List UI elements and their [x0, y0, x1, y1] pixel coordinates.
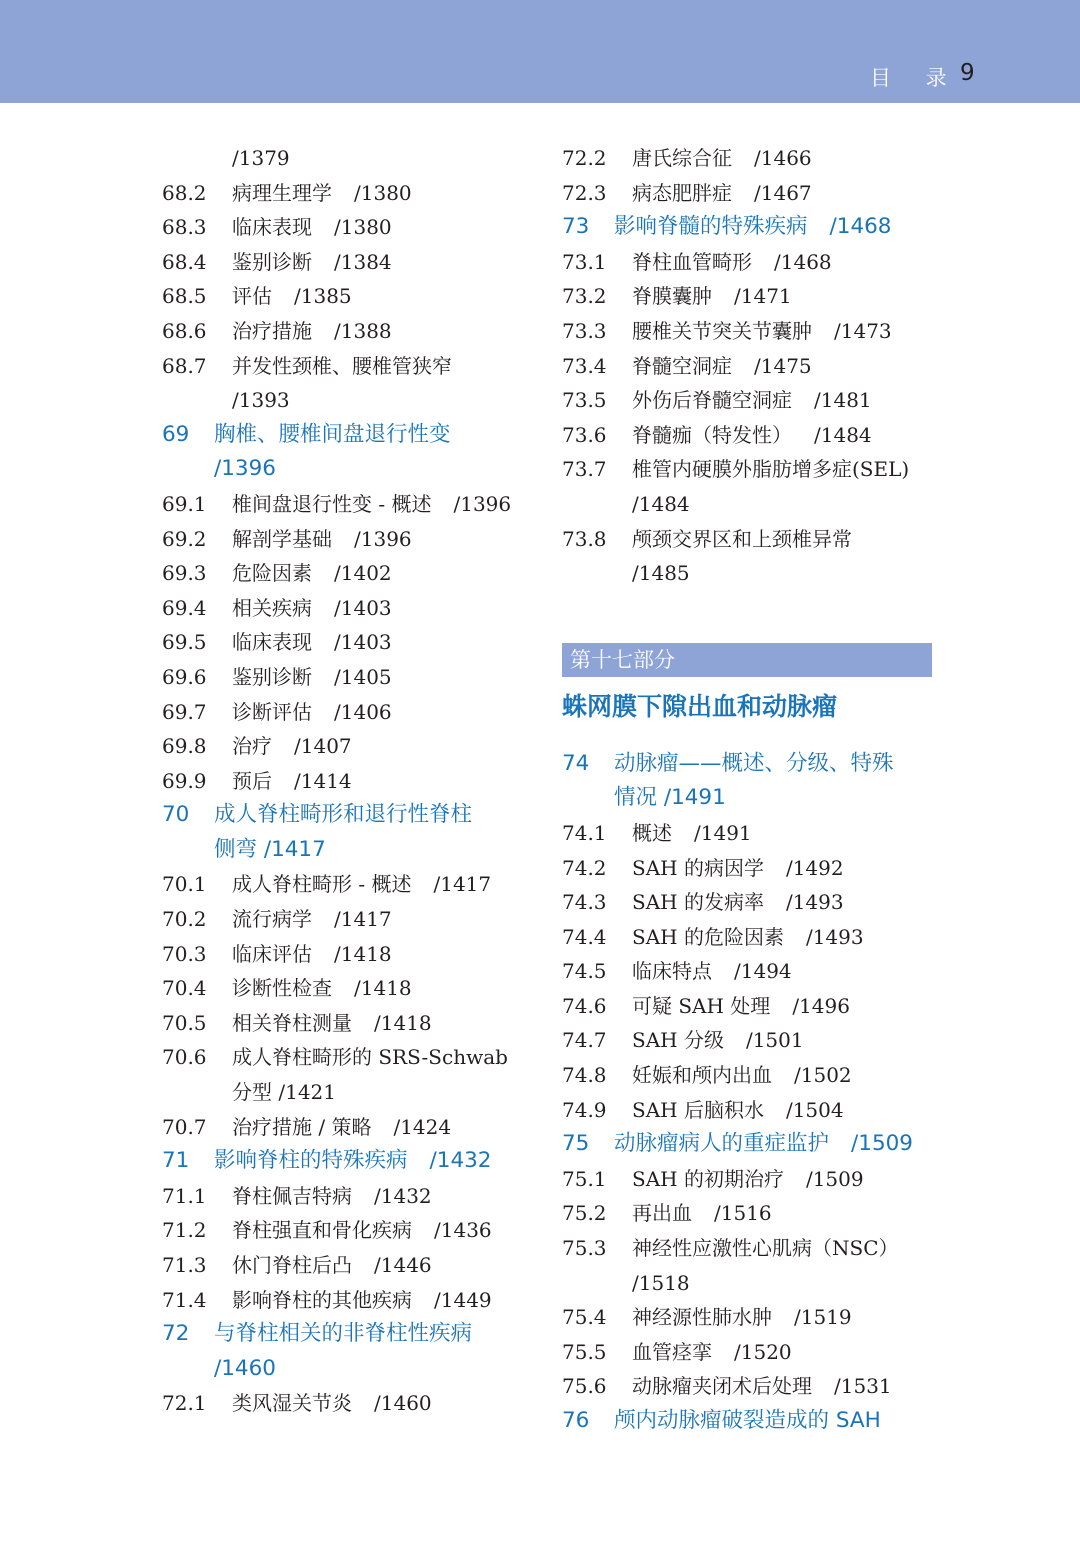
entry-page: /1475 [754, 353, 812, 378]
toc-section-entry[interactable] [162, 1283, 537, 1318]
entry-page: /1491 [694, 820, 752, 845]
entry-number: 69.3 [162, 561, 207, 586]
toc-section-entry[interactable] [162, 1179, 537, 1214]
entry-page: /1384 [334, 249, 392, 274]
part-label: 第十七部分 [562, 643, 932, 677]
entry-page: /1385 [294, 284, 352, 309]
section-gap [562, 591, 937, 643]
entry-page: /1496 [792, 993, 850, 1018]
entry-number: 68.7 [162, 353, 207, 378]
entry-title: 动脉瘤夹闭术后处理 [632, 1374, 812, 1399]
toc-section-entry[interactable] [162, 937, 537, 972]
entry-page: /1418 [374, 1010, 432, 1035]
entry-title: 临床特点 [632, 959, 712, 984]
toc-right-top [562, 141, 937, 591]
toc-right-column [562, 141, 937, 1439]
toc-entry-continuation: 分型 /1421 [232, 1080, 336, 1105]
entry-number: 69.9 [162, 768, 207, 793]
entry-page: /1467 [754, 180, 812, 205]
entry-title: 脊柱强直和骨化疾病 [232, 1218, 412, 1243]
toc-entry-continuation: 情况 /1491 [614, 785, 726, 811]
toc-section-entry[interactable] [162, 487, 537, 522]
toc-section-entry[interactable] [162, 176, 537, 211]
entry-page: /1446 [374, 1253, 432, 1277]
entry-number: 75.3 [562, 1236, 607, 1261]
entry-page: /1509 [805, 1166, 864, 1191]
entry-number: 73.7 [562, 457, 607, 482]
entry-page: /1432 [374, 1183, 432, 1208]
entry-page: /1509 [851, 1131, 913, 1157]
entry-title: 影响脊髓的特殊疾病 [614, 214, 808, 240]
page-header [0, 0, 1080, 103]
entry-number: 73.8 [562, 526, 607, 551]
entry-number: 72.3 [562, 180, 607, 205]
entry-title: 动脉瘤——概述、分级、特殊 [614, 750, 894, 776]
toc-chapter-entry[interactable] [162, 1317, 537, 1352]
entry-title: 外伤后脊髓空洞症 [632, 388, 792, 413]
toc-section-entry[interactable] [562, 1093, 937, 1128]
toc-section-entry[interactable] [562, 418, 937, 453]
entry-number: 73.2 [562, 284, 607, 309]
entry-page: /1460 [374, 1391, 432, 1416]
entry-page: /1504 [785, 1097, 844, 1122]
entry-title: 治疗措施 / 策略 [232, 1114, 372, 1139]
entry-page: /1516 [714, 1201, 772, 1226]
toc-entry-continuation: /1518 [632, 1270, 690, 1295]
entry-title: 概述 [632, 820, 672, 845]
toc-section-entry[interactable] [162, 1213, 537, 1248]
entry-page: /1417 [433, 872, 492, 897]
toc-section-entry[interactable] [562, 1058, 937, 1093]
entry-number: 69.1 [162, 491, 207, 516]
entry-number: 73.4 [562, 353, 607, 378]
entry-number: 70.1 [162, 872, 207, 897]
entry-title: 颅内动脉瘤破裂造成的 SAH [614, 1408, 881, 1433]
entry-title: 休门脊柱后凸 [232, 1253, 352, 1277]
entry-page: /1520 [734, 1339, 792, 1364]
entry-number: 73.5 [562, 388, 607, 413]
entry-number: 72.2 [562, 146, 607, 170]
toc-section-entry[interactable] [562, 920, 937, 955]
header-page-number: 9 [960, 60, 975, 86]
entry-page: /1432 [429, 1148, 492, 1174]
toc-section-entry[interactable] [162, 349, 537, 384]
toc-section-entry[interactable] [562, 816, 937, 851]
entry-title: 妊娠和颅内出血 [632, 1063, 772, 1088]
toc-section-entry[interactable] [162, 1040, 537, 1075]
entry-number: 72 [162, 1321, 190, 1347]
entry-page: /1407 [294, 734, 352, 759]
toc-section-entry[interactable] [162, 971, 537, 1006]
entry-page: /1418 [334, 941, 392, 966]
toc-section-entry[interactable] [162, 1386, 537, 1421]
entry-page: /1402 [334, 561, 392, 586]
entry-title: 胸椎、腰椎间盘退行性变 [214, 421, 451, 447]
entry-title: 与脊柱相关的非脊柱性疾病 [214, 1321, 473, 1347]
entry-number: 70.7 [162, 1114, 207, 1139]
toc-entry-continuation: 侧弯 /1417 [214, 836, 326, 862]
entry-title: SAH 后脑积水 [632, 1097, 764, 1122]
entry-page: /1492 [785, 855, 844, 880]
entry-title: SAH 的病因学 [632, 855, 764, 880]
toc-section-entry[interactable] [562, 885, 937, 920]
entry-title: 预后 [232, 768, 272, 793]
entry-page: /1449 [434, 1287, 492, 1312]
toc-chapter-entry[interactable] [562, 210, 937, 245]
toc-section-entry[interactable] [162, 522, 537, 557]
entry-number: 68.3 [162, 215, 207, 240]
entry-number: 70.3 [162, 941, 207, 966]
entry-number: 74.7 [562, 1028, 607, 1053]
entry-title: 成人脊柱畸形和退行性脊柱 [214, 802, 473, 828]
entry-page: /1473 [834, 318, 892, 343]
entry-page: /1481 [814, 388, 872, 413]
entry-number: 69.5 [162, 630, 207, 655]
entry-number: 71.4 [162, 1287, 207, 1312]
entry-title: 诊断评估 [232, 699, 312, 724]
entry-number: 75.6 [562, 1374, 607, 1399]
entry-page: /1396 [453, 491, 512, 516]
entry-title: 椎间盘退行性变 - 概述 [232, 491, 432, 516]
entry-page: /1484 [814, 422, 872, 447]
toc-section-entry[interactable] [562, 1023, 937, 1058]
entry-title: 危险因素 [232, 561, 312, 586]
entry-number: 74.8 [562, 1063, 607, 1088]
toc-entry-continuation: /1379 [232, 146, 290, 170]
toc-section-entry[interactable] [562, 1335, 937, 1370]
entry-title: 影响脊柱的其他疾病 [232, 1287, 412, 1312]
entry-page: /1493 [785, 890, 844, 915]
entry-title: 脊柱血管畸形 [632, 249, 752, 274]
toc-section-entry[interactable] [562, 1369, 937, 1404]
toc-chapter-entry[interactable] [162, 418, 537, 453]
entry-number: 75.4 [562, 1305, 607, 1330]
entry-number: 75.2 [562, 1201, 607, 1226]
toc-section-entry[interactable] [162, 556, 537, 591]
entry-number: 73.3 [562, 318, 607, 343]
entry-title: 神经性应激性心肌病（NSC） [632, 1236, 899, 1261]
entry-number: 68.6 [162, 318, 207, 343]
toc-entry-continuation: /1484 [632, 491, 690, 516]
entry-number: 71 [162, 1148, 190, 1174]
entry-number: 71.1 [162, 1183, 207, 1208]
entry-title: 解剖学基础 [232, 526, 332, 551]
entry-number: 74.5 [562, 959, 607, 984]
toc-left-column [162, 141, 537, 1421]
toc-chapter-entry[interactable] [562, 1404, 937, 1439]
entry-title: 治疗措施 [232, 318, 312, 343]
toc-section-entry[interactable] [162, 591, 537, 626]
toc-section-entry[interactable] [162, 695, 537, 730]
entry-number: 74.6 [562, 993, 607, 1018]
entry-title: 颅颈交界区和上颈椎异常 [632, 526, 852, 551]
entry-title: 临床表现 [232, 215, 312, 240]
entry-number: 73.1 [562, 249, 607, 274]
entry-title: 唐氏综合征 [632, 146, 732, 170]
toc-section-entry[interactable] [562, 141, 937, 176]
toc-section-entry[interactable] [562, 279, 937, 314]
entry-page: /1436 [434, 1218, 492, 1243]
entry-number: 75.1 [562, 1166, 607, 1191]
entry-number: 70.5 [162, 1010, 207, 1035]
entry-number: 70.4 [162, 976, 207, 1001]
section-gap [562, 733, 937, 747]
entry-number: 68.4 [162, 249, 207, 274]
entry-title: 腰椎关节突关节囊肿 [632, 318, 812, 343]
entry-title: 评估 [232, 284, 272, 309]
entry-page: /1471 [734, 284, 792, 309]
entry-page: /1502 [794, 1063, 852, 1088]
entry-number: 69.7 [162, 699, 207, 724]
entry-number: 74 [562, 750, 590, 776]
toc-section-entry[interactable] [162, 1006, 537, 1041]
entry-title: 流行病学 [232, 907, 312, 932]
entry-title: 相关疾病 [232, 595, 312, 620]
toc-section-entry[interactable] [562, 314, 937, 349]
entry-title: SAH 的发病率 [632, 890, 764, 915]
toc-entry-continuation: /1460 [214, 1355, 276, 1381]
entry-title: 可疑 SAH 处理 [632, 993, 771, 1018]
entry-title: 并发性颈椎、腰椎管狭窄 [232, 353, 452, 378]
toc-section-entry[interactable] [162, 867, 537, 902]
toc-section-entry[interactable] [162, 210, 537, 245]
entry-page: /1531 [834, 1374, 892, 1399]
entry-number: 71.2 [162, 1218, 207, 1243]
entry-title: 脊柱佩吉特病 [232, 1183, 352, 1208]
entry-title: 再出血 [632, 1201, 692, 1226]
toc-section-entry[interactable] [562, 1162, 937, 1197]
entry-title: SAH 的初期治疗 [632, 1166, 784, 1191]
entry-title: 鉴别诊断 [232, 664, 312, 689]
entry-page: /1380 [334, 215, 392, 240]
entry-number: 69.6 [162, 664, 207, 689]
entry-page: /1418 [354, 976, 412, 1001]
entry-title: 临床评估 [232, 941, 312, 966]
header-title: 目 录 [870, 66, 961, 90]
entry-title: SAH 分级 [632, 1028, 724, 1053]
toc-section-entry[interactable] [162, 314, 537, 349]
entry-number: 76 [562, 1408, 590, 1433]
entry-number: 70.6 [162, 1045, 207, 1070]
toc-section-entry[interactable] [562, 245, 937, 280]
entry-number: 68.2 [162, 180, 207, 205]
toc-section-entry[interactable] [562, 349, 937, 384]
toc-section-entry[interactable] [162, 729, 537, 764]
toc-section-entry[interactable] [562, 989, 937, 1024]
entry-page: /1388 [334, 318, 392, 343]
entry-title: 血管痉挛 [632, 1339, 712, 1364]
entry-page: /1403 [334, 595, 392, 620]
entry-number: 70 [162, 802, 190, 828]
toc-section-entry[interactable] [162, 245, 537, 280]
toc-section-entry[interactable] [562, 452, 937, 487]
entry-title: 病理生理学 [232, 180, 332, 205]
entry-number: 69.2 [162, 526, 207, 551]
entry-number: 71.3 [162, 1253, 207, 1277]
entry-page: /1424 [393, 1114, 452, 1139]
entry-page: /1466 [754, 146, 812, 170]
toc-chapter-entry[interactable] [562, 1127, 937, 1162]
entry-title: 治疗 [232, 734, 272, 759]
toc-chapter-entry[interactable] [562, 747, 937, 782]
entry-title: 鉴别诊断 [232, 249, 312, 274]
toc-section-entry[interactable] [162, 625, 537, 660]
entry-number: 75 [562, 1131, 590, 1157]
entry-title: 相关脊柱测量 [232, 1010, 352, 1035]
entry-page: /1403 [334, 630, 392, 655]
entry-title: 神经源性肺水肿 [632, 1305, 772, 1330]
entry-page: /1414 [294, 768, 352, 793]
entry-number: 69 [162, 421, 190, 447]
entry-title: 诊断性检查 [232, 976, 332, 1001]
toc-section-entry[interactable] [162, 1110, 537, 1145]
toc-entry-continuation: /1485 [632, 561, 690, 586]
part-title: 蛛网膜下隙出血和动脉瘤 [562, 691, 838, 721]
toc-section-entry[interactable] [562, 383, 937, 418]
entry-page: /1468 [829, 214, 892, 240]
entry-number: 74.1 [562, 820, 607, 845]
toc-section-entry[interactable] [562, 851, 937, 886]
toc-chapter-entry[interactable] [162, 798, 537, 833]
entry-title: 脊髓痂（特发性） [632, 422, 792, 447]
entry-title: 临床表现 [232, 630, 312, 655]
toc-section-entry[interactable] [162, 279, 537, 314]
toc-section-entry[interactable] [562, 522, 937, 557]
entry-number: 74.2 [562, 855, 607, 880]
entry-title: 病态肥胖症 [632, 180, 732, 205]
entry-number: 74.4 [562, 924, 607, 949]
entry-title: 脊膜囊肿 [632, 284, 712, 309]
entry-page: /1494 [734, 959, 792, 984]
toc-section-entry[interactable] [162, 902, 537, 937]
entry-page: /1468 [774, 249, 832, 274]
entry-page: /1493 [805, 924, 864, 949]
entry-page: /1380 [354, 180, 412, 205]
toc-section-entry[interactable] [562, 176, 937, 211]
entry-number: 75.5 [562, 1339, 607, 1364]
toc-section-entry[interactable] [562, 1196, 937, 1231]
entry-title: 成人脊柱畸形的 SRS-Schwab [232, 1045, 508, 1070]
entry-number: 73 [562, 214, 590, 240]
entry-page: /1406 [334, 699, 392, 724]
toc-entry-continuation: /1396 [214, 456, 276, 482]
entry-title: 成人脊柱畸形 - 概述 [232, 872, 412, 897]
entry-title: SAH 的危险因素 [632, 924, 784, 949]
toc-section-entry[interactable] [562, 1231, 937, 1266]
entry-page: /1519 [794, 1305, 852, 1330]
entry-title: 动脉瘤病人的重症监护 [614, 1131, 830, 1157]
entry-page: /1396 [354, 526, 412, 551]
entry-number: 70.2 [162, 907, 207, 932]
entry-number: 74.9 [562, 1097, 607, 1122]
toc-section-entry[interactable] [562, 1300, 937, 1335]
entry-number: 72.1 [162, 1391, 207, 1416]
entry-number: 73.6 [562, 422, 607, 447]
entry-number: 74.3 [562, 890, 607, 915]
entry-page: /1417 [334, 907, 392, 932]
entry-page: /1501 [745, 1028, 804, 1053]
entry-page: /1405 [334, 664, 392, 689]
toc-section-entry[interactable] [162, 660, 537, 695]
entry-number: 69.8 [162, 734, 207, 759]
entry-title: 脊髓空洞症 [632, 353, 732, 378]
entry-title: 影响脊柱的特殊疾病 [214, 1148, 408, 1174]
toc-chapter-entry[interactable] [162, 1144, 537, 1179]
entry-number: 68.5 [162, 284, 207, 309]
entry-title: 类风湿关节炎 [232, 1391, 352, 1416]
toc-section-entry[interactable] [562, 954, 937, 989]
entry-number: 69.4 [162, 595, 207, 620]
toc-section-entry[interactable] [162, 1248, 537, 1283]
toc-section-entry[interactable] [162, 764, 537, 799]
toc-entry-continuation: /1393 [232, 388, 290, 413]
toc-right-bottom [562, 747, 937, 1439]
entry-title: 椎管内硬膜外脂肪增多症(SEL) [632, 457, 910, 482]
